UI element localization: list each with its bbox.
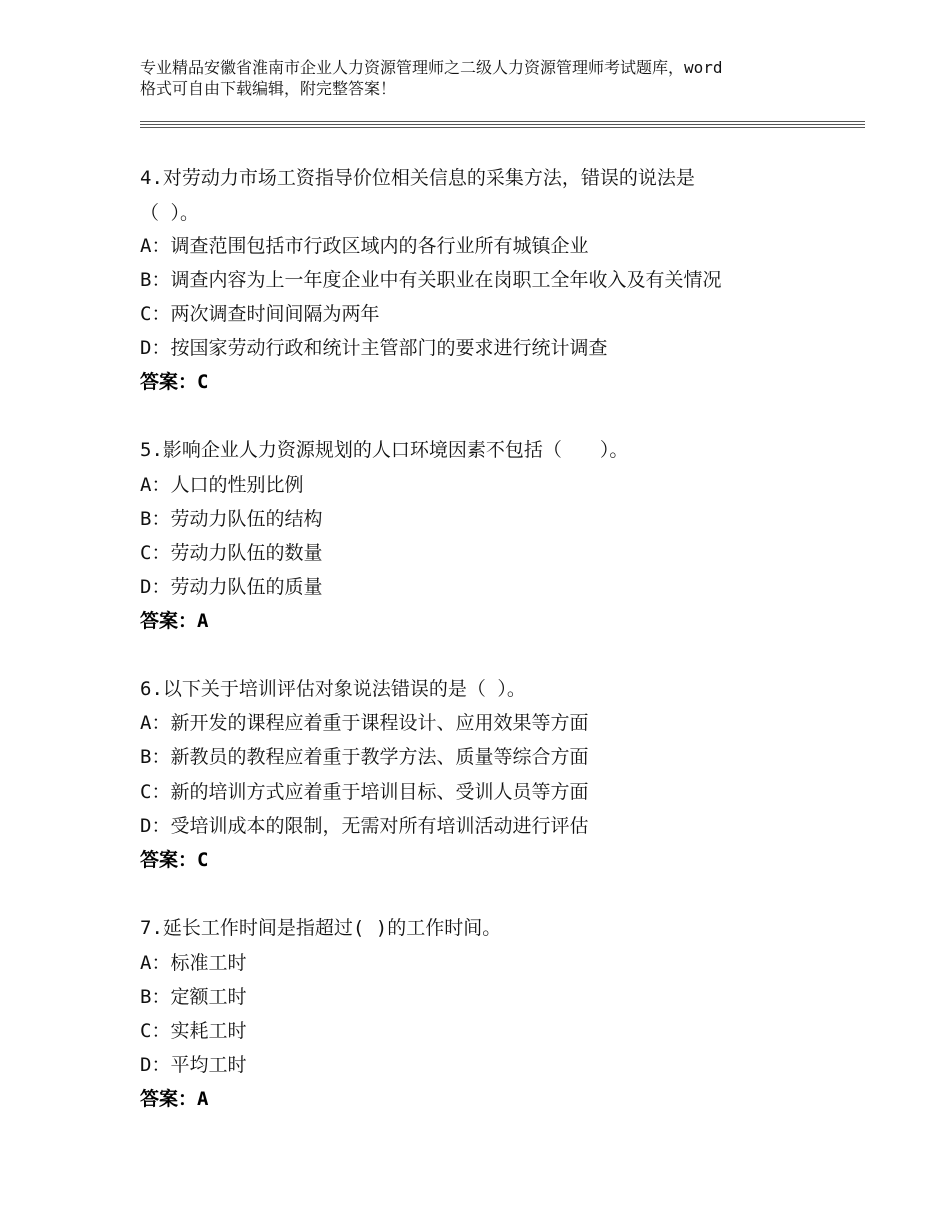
answer-label: 答案：: [140, 849, 198, 871]
question-6-option-b: B：新教员的教程应着重于教学方法、质量等综合方面: [140, 746, 589, 768]
question-4-stem-continued: （ ）。: [140, 202, 199, 224]
question-7-stem: 7.延长工作时间是指超过( )的工作时间。: [140, 917, 502, 939]
answer-label: 答案：: [140, 371, 198, 393]
header-divider-line: [140, 124, 865, 125]
question-4-option-d: D：按国家劳动行政和统计主管部门的要求进行统计调查: [140, 337, 608, 359]
question-6-option-a: A：新开发的课程应着重于课程设计、应用效果等方面: [140, 712, 589, 734]
question-5-answer: [140, 609, 208, 633]
answer-value: A: [197, 1088, 209, 1110]
answer-label: 答案：: [140, 610, 198, 632]
question-6-option-d: D：受培训成本的限制，无需对所有培训活动进行评估: [140, 815, 589, 837]
question-4-option-a: A：调查范围包括市行政区域内的各行业所有城镇企业: [140, 235, 589, 257]
question-6-answer: [140, 848, 208, 872]
question-5-option-c: C：劳动力队伍的数量: [140, 542, 323, 564]
question-4-stem: 4.对劳动力市场工资指导价位相关信息的采集方法，错误的说法是: [140, 167, 695, 189]
answer-value: C: [197, 849, 209, 871]
question-4-option-c: C：两次调查时间间隔为两年: [140, 303, 380, 325]
answer-label: 答案：: [140, 1088, 198, 1110]
answer-value: A: [197, 610, 209, 632]
question-7-answer: [140, 1087, 208, 1111]
question-7-option-a: A：标准工时: [140, 952, 247, 974]
question-5-option-a: A：人口的性别比例: [140, 474, 304, 496]
question-7-option-d: D：平均工时: [140, 1054, 247, 1076]
question-6-stem: 6.以下关于培训评估对象说法错误的是（ ）。: [140, 678, 526, 700]
question-7-option-b: B：定额工时: [140, 986, 247, 1008]
question-6-option-c: C：新的培训方式应着重于培训目标、受训人员等方面: [140, 781, 589, 803]
document-header-line-1: 专业精品安徽省淮南市企业人力资源管理师之二级人力资源管理师考试题库，word: [140, 58, 723, 77]
question-7-option-c: C：实耗工时: [140, 1020, 247, 1042]
header-divider-line: [140, 127, 865, 128]
document-header-line-2: 格式可自由下载编辑，附完整答案！: [140, 79, 397, 98]
question-5-option-b: B：劳动力队伍的结构: [140, 508, 323, 530]
answer-value: C: [197, 371, 209, 393]
question-4-answer: [140, 370, 208, 394]
question-5-option-d: D：劳动力队伍的质量: [140, 576, 323, 598]
question-4-option-b: B：调查内容为上一年度企业中有关职业在岗职工全年收入及有关情况: [140, 269, 722, 291]
question-5-stem: 5.影响企业人力资源规划的人口环境因素不包括（ ）。: [140, 439, 629, 461]
header-divider-line: [140, 121, 865, 122]
